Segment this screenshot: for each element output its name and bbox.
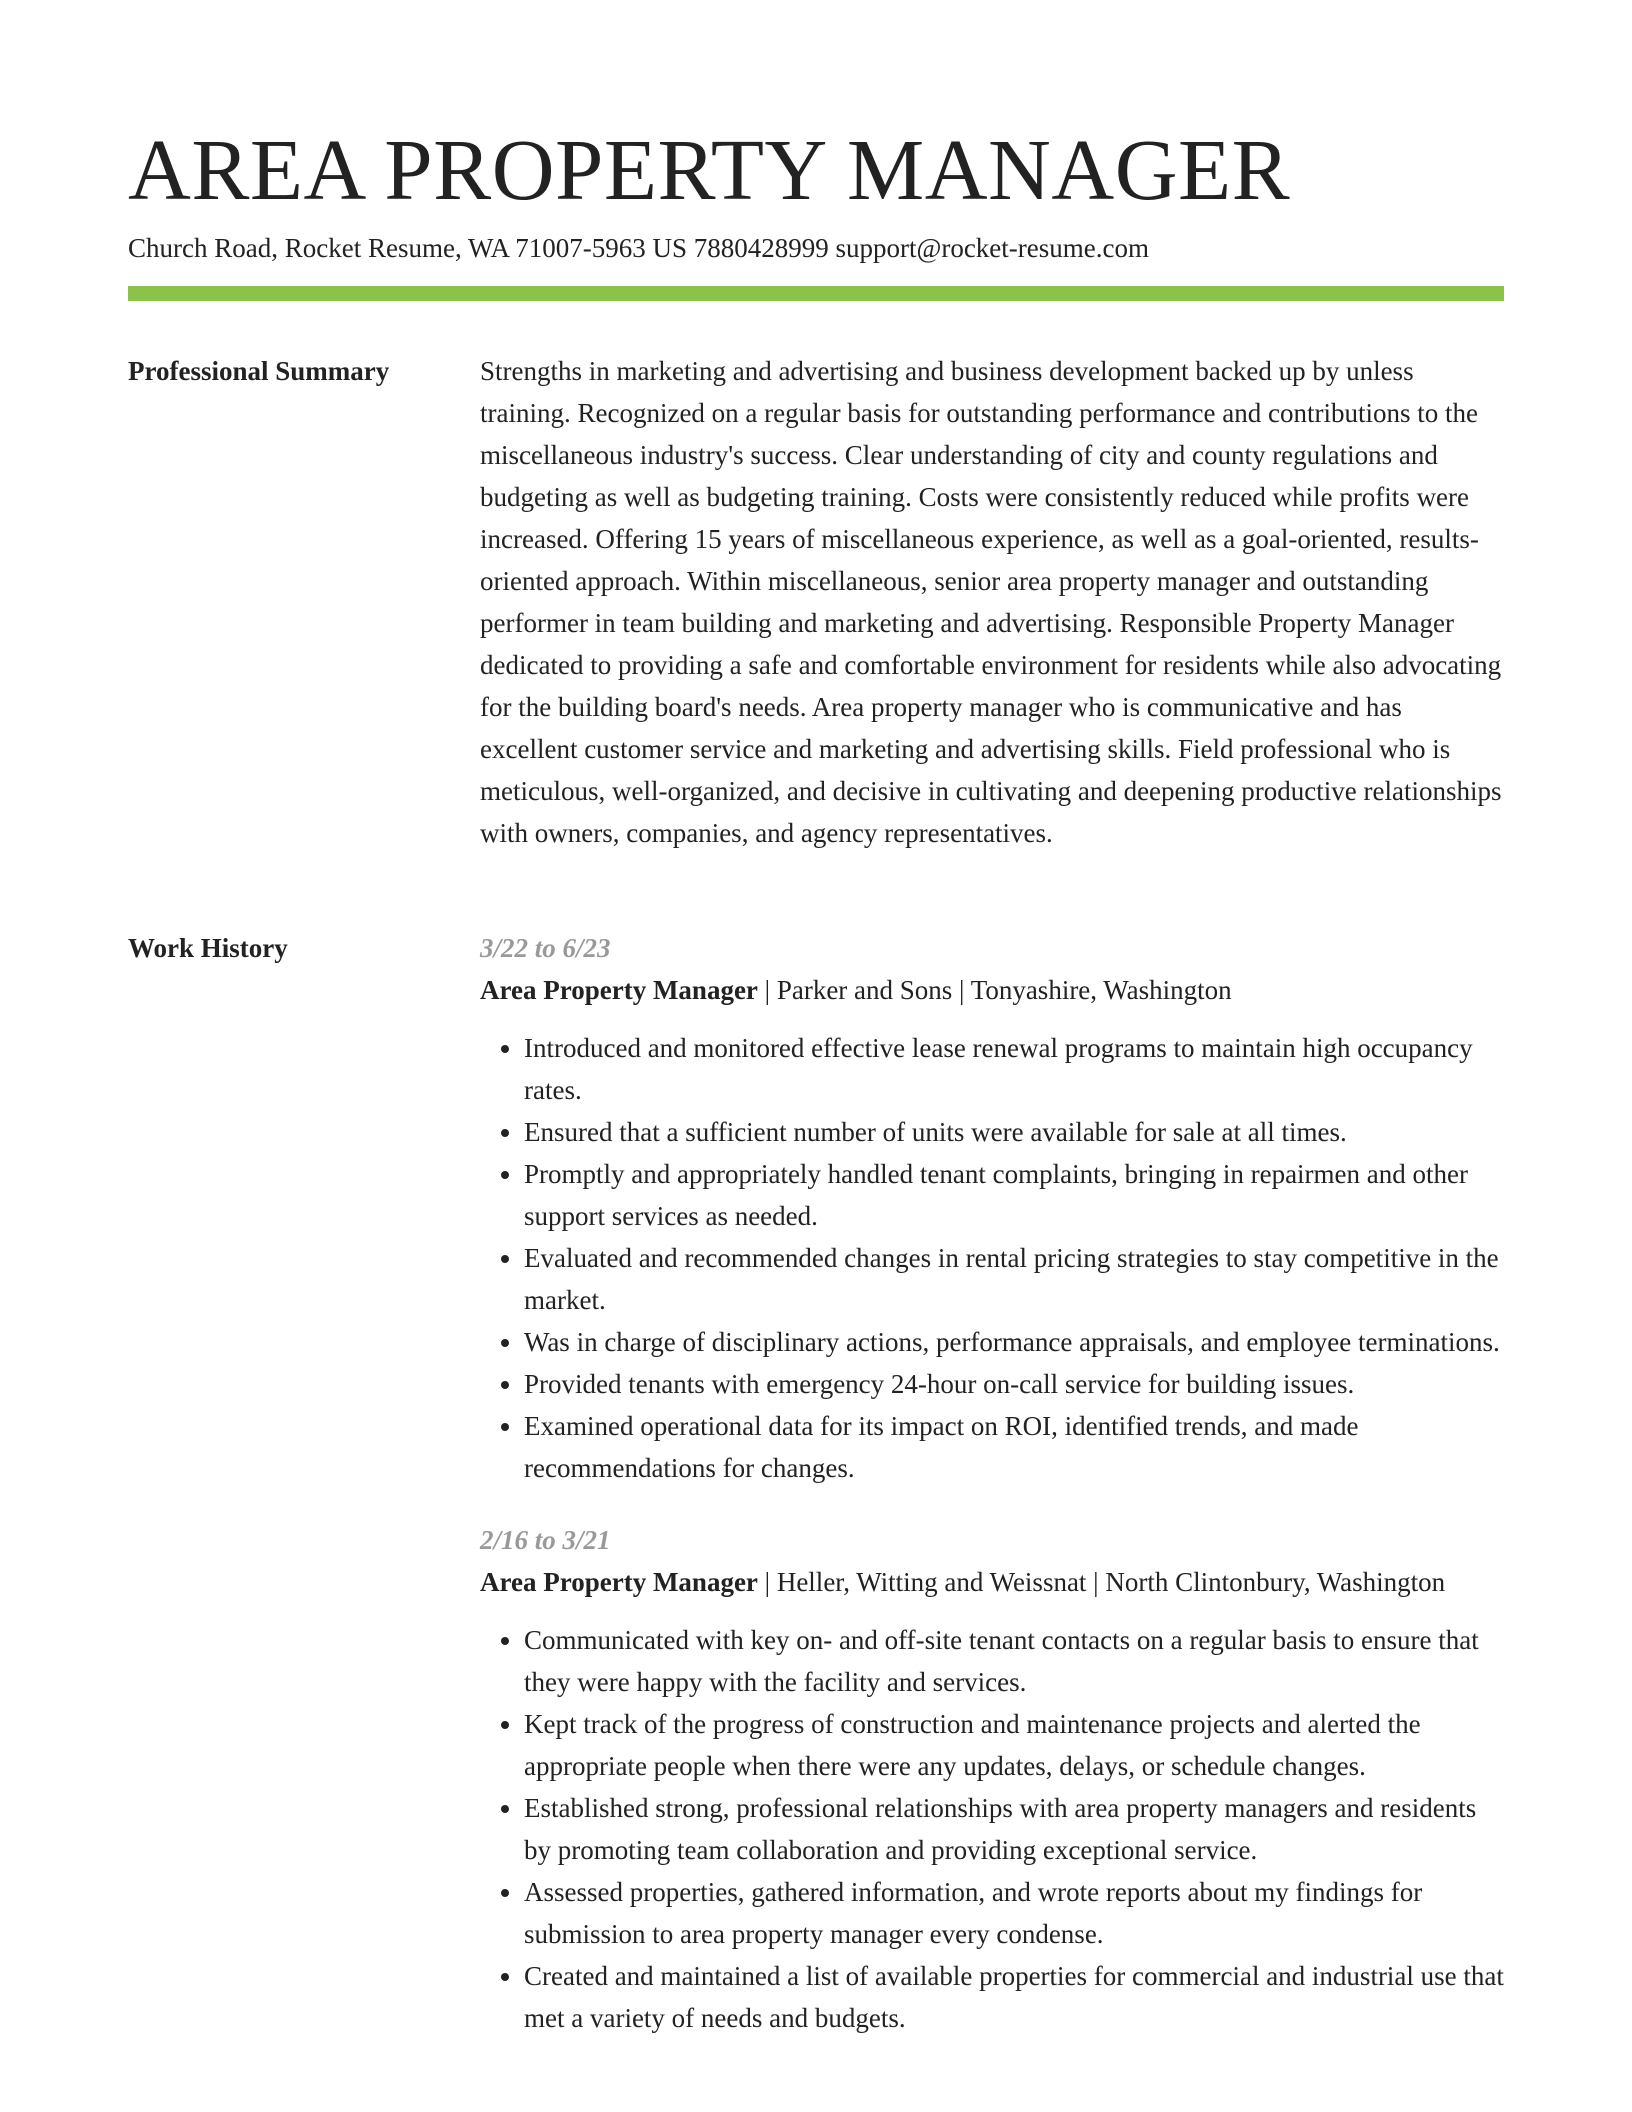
- job-bullets: [480, 1619, 1504, 2039]
- job-employer-location: | Heller, Witting and Weissnat | North Clintonbury, Washington: [757, 1567, 1446, 1597]
- job-bullet: • Examined operational data for its impact on ROI, identified trends, and made recommendations for changes.: [524, 1405, 1504, 1489]
- job-bullet: • Promptly and appropriately handled tenant complaints, bringing in repairmen and other support services as needed.: [524, 1153, 1504, 1237]
- summary-section: [480, 350, 1504, 854]
- job-bullet: • Provided tenants with emergency 24-hour on-call service for building issues.: [524, 1363, 1504, 1405]
- job-title: Area Property Manager: [480, 975, 758, 1005]
- job-employer-location: | Parker and Sons | Tonyashire, Washington: [757, 975, 1232, 1005]
- job-entry: [480, 1519, 1504, 2039]
- header-divider: [128, 286, 1504, 301]
- job-title: Area Property Manager: [480, 1567, 758, 1597]
- job-bullet: • Kept track of the progress of construction and maintenance projects and alerted the appropriate people when there were any updates, delays, or schedule changes.: [524, 1703, 1504, 1787]
- job-dates: 3/22 to 6/23: [480, 933, 611, 963]
- resume-title: AREA PROPERTY MANAGER: [128, 121, 1291, 218]
- job-bullet: • Assessed properties, gathered information, and wrote reports about my findings for submission to area property manager every condense.: [524, 1871, 1504, 1955]
- job-bullet: • Created and maintained a list of available properties for commercial and industrial use that met a variety of needs and budgets.: [524, 1955, 1504, 2039]
- job-bullet: • Established strong, professional relationships with area property managers and residents by promoting team collaboration and providing exceptional service.: [524, 1787, 1504, 1871]
- work-history-heading: Work History: [128, 933, 288, 963]
- job-bullets: [480, 1027, 1504, 1489]
- job-heading: [480, 969, 1504, 1011]
- summary-text: Strengths in marketing and advertising and business development backed up by unless training. Recognized on a regular basis for outstanding performance and contributions to the miscellaneous industry's success. Clear understanding of city and county regulations and budgeting as well as budgeting training. Costs were consistently reduced while profits were increased. Offering 15 years of miscellaneous experience, as well as a goal-oriented, results-oriented approach. Within miscellaneous, senior area property manager and outstanding performer in team building and marketing and advertising. Responsible Property Manager dedicated to providing a safe and comfortable environment for residents while also advocating for the building board's needs. Area property manager who is communicative and has excellent customer service and marketing and advertising skills. Field professional who is meticulous, well-organized, and decisive in cultivating and deepening productive relationships with owners, companies, and agency representatives.: [480, 356, 1502, 848]
- job-bullet: • Communicated with key on- and off-site tenant contacts on a regular basis to ensure that they were happy with the facility and services.: [524, 1619, 1504, 1703]
- job-dates: 2/16 to 3/21: [480, 1525, 611, 1555]
- job-bullet: • Ensured that a sufficient number of units were available for sale at all times.: [524, 1111, 1504, 1153]
- summary-heading: Professional Summary: [128, 356, 390, 386]
- job-bullet: • Introduced and monitored effective lease renewal programs to maintain high occupancy rates.: [524, 1027, 1504, 1111]
- job-bullet: • Was in charge of disciplinary actions, performance appraisals, and employee terminations.: [524, 1321, 1504, 1363]
- job-entry: [480, 927, 1504, 1489]
- contact-info: Church Road, Rocket Resume, WA 71007-5963 US 7880428999 support@rocket-resume.com: [128, 233, 1149, 263]
- job-heading: [480, 1561, 1504, 1603]
- job-bullet: • Evaluated and recommended changes in rental pricing strategies to stay competitive in the market.: [524, 1237, 1504, 1321]
- work-history-section: [480, 927, 1504, 2069]
